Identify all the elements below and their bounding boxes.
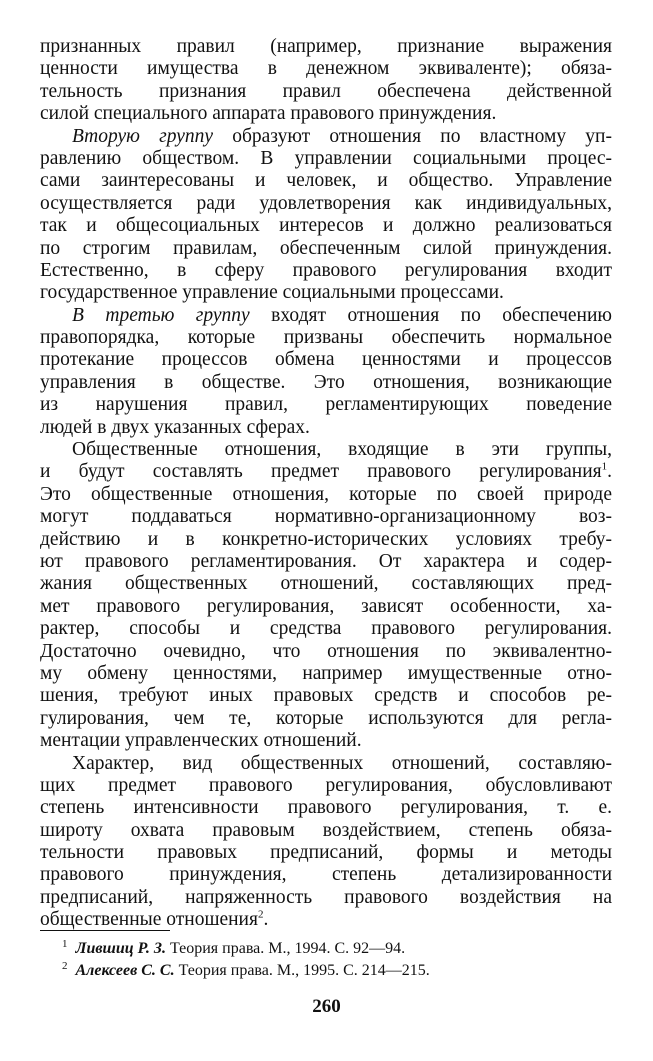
footnote bbox=[62, 938, 622, 960]
text-line bbox=[40, 215, 612, 237]
text-line bbox=[40, 372, 612, 394]
text-line bbox=[40, 238, 612, 260]
line-text: осуществляется ради удовлетворения как индивидуальных, bbox=[40, 192, 612, 214]
text-line bbox=[40, 58, 612, 80]
text-line bbox=[40, 260, 612, 282]
line-text: людей в двух указанных сферах. bbox=[40, 416, 310, 438]
italic-phrase: Вторую группу bbox=[72, 125, 213, 147]
footnote-number: 2 bbox=[62, 959, 68, 972]
text-line bbox=[40, 103, 612, 125]
text-line bbox=[40, 663, 612, 685]
text-line bbox=[40, 708, 612, 730]
line-text: щих предмет правового регулирования, обусловливают bbox=[40, 774, 612, 796]
line-text: силой специального аппарата правового принуждения. bbox=[40, 103, 497, 125]
line-text: Общественные отношения, входящие в эти группы, bbox=[72, 439, 612, 461]
line-text: сами заинтересованы и человек, и общество. Управление bbox=[40, 170, 612, 192]
line-text: Достаточно очевидно, что отношения по эквивалентно- bbox=[40, 640, 612, 662]
text-line bbox=[40, 282, 612, 304]
line-text: тельность признания правил обеспечена действенной bbox=[40, 80, 612, 102]
text-line bbox=[40, 685, 612, 707]
text-line bbox=[40, 349, 612, 371]
line-text: по строгим правилам, обеспеченным силой принуждения. bbox=[40, 237, 612, 259]
footnote bbox=[62, 960, 622, 982]
text-line bbox=[40, 148, 612, 170]
italic-phrase: В третью группу bbox=[72, 304, 250, 326]
line-text: тельности правовых предписаний, формы и методы bbox=[40, 842, 612, 864]
paragraph bbox=[40, 753, 612, 932]
text-line bbox=[40, 618, 612, 640]
line-text: признанных правил (например, признание выражения bbox=[40, 36, 612, 57]
text-line bbox=[40, 417, 612, 439]
footnote-divider bbox=[40, 930, 170, 931]
line-text: Естественно, в сферу правового регулирования входит bbox=[40, 259, 612, 281]
footnote-text: Теория права. М., 1994. С. 92—94. bbox=[165, 940, 406, 957]
text-line bbox=[40, 641, 612, 663]
line-text: образуют отношения по властному уп- bbox=[213, 125, 612, 147]
footnote-ref[interactable]: 1 bbox=[601, 460, 608, 473]
line-text: так и общесоциальных интересов и должно реализоваться bbox=[40, 215, 612, 237]
text-line bbox=[40, 864, 612, 886]
text-line bbox=[40, 81, 612, 103]
footnote-author: Лившиц Р. З. bbox=[75, 940, 166, 957]
text-line bbox=[40, 506, 612, 528]
footnotes bbox=[62, 938, 622, 982]
footnote-number: 1 bbox=[62, 937, 68, 950]
footnote-text: Теория права. М., 1995. С. 214—215. bbox=[174, 962, 430, 979]
page-body bbox=[40, 36, 612, 932]
text-line bbox=[40, 753, 612, 775]
text-line bbox=[40, 439, 612, 461]
line-text: му обмену ценностями, например имущественные отно- bbox=[40, 662, 612, 684]
line-text: предписаний, напряженность правового воздействия на bbox=[40, 886, 612, 908]
line-text: жания общественных отношений, составляющих пред- bbox=[40, 573, 612, 595]
text-line bbox=[40, 573, 612, 595]
text-line bbox=[40, 394, 612, 416]
text-line bbox=[40, 484, 612, 506]
text-line bbox=[40, 126, 612, 148]
line-text: равлению обществом. В управлении социальными процес- bbox=[40, 147, 612, 169]
text-line bbox=[40, 887, 612, 909]
text-line bbox=[40, 596, 612, 618]
paragraph bbox=[40, 36, 612, 126]
paragraph bbox=[40, 439, 612, 752]
text-line bbox=[40, 170, 612, 192]
line-text: ментации управленческих отношений. bbox=[40, 730, 362, 752]
line-text: ют правового регламентирования. От характера и содер- bbox=[40, 550, 612, 572]
line-text: из нарушения правил, регламентирующих поведение bbox=[40, 394, 612, 416]
text-line bbox=[40, 775, 612, 797]
line-text: входят отношения по обеспечению bbox=[249, 304, 612, 326]
line-text: общественные отношения bbox=[40, 909, 258, 931]
line-text: действию и в конкретно-исторических условиях требу- bbox=[40, 528, 612, 550]
footnote-author: Алексеев С. С. bbox=[75, 962, 175, 979]
line-text: шения, требуют иных правовых средств и способов ре- bbox=[40, 685, 612, 707]
text-line bbox=[40, 193, 612, 215]
line-text: Характер, вид общественных отношений, составляю- bbox=[72, 752, 612, 774]
line-text: Это общественные отношения, которые по своей природе bbox=[40, 483, 612, 505]
text-line bbox=[40, 797, 612, 819]
footnote-ref[interactable]: 2 bbox=[257, 908, 264, 921]
line-text: правового принуждения, степень детализированности bbox=[40, 864, 612, 886]
text-line bbox=[40, 461, 612, 483]
text-line bbox=[40, 730, 612, 752]
line-tail: . bbox=[607, 461, 612, 483]
text-line bbox=[40, 842, 612, 864]
paragraph bbox=[40, 126, 612, 305]
text-line bbox=[40, 909, 612, 931]
line-text: мет правового регулирования, зависят особенности, ха- bbox=[40, 595, 612, 617]
line-text: гулирования, чем те, которые используются для регла- bbox=[40, 707, 612, 729]
text-line bbox=[40, 305, 612, 327]
line-text: протекание процессов обмена ценностями и процессов bbox=[40, 349, 612, 371]
line-text: широту охвата правовым воздействием, степень обяза- bbox=[40, 819, 612, 841]
text-line bbox=[40, 551, 612, 573]
line-text: правопорядка, которые призваны обеспечить нормальное bbox=[40, 327, 612, 349]
line-text: управления в обществе. Это отношения, возникающие bbox=[40, 371, 612, 393]
text-line bbox=[40, 327, 612, 349]
line-text: рактер, способы и средства правового регулирования. bbox=[40, 618, 612, 640]
text-line bbox=[40, 529, 612, 551]
line-text: ценности имущества в денежном эквиваленте); обяза- bbox=[40, 58, 612, 80]
text-line bbox=[40, 820, 612, 842]
line-text: государственное управление социальными процессами. bbox=[40, 282, 504, 304]
paragraph bbox=[40, 305, 612, 439]
page-number: 260 bbox=[312, 996, 341, 1017]
line-tail: . bbox=[263, 909, 269, 931]
text-line bbox=[40, 36, 612, 58]
line-text: степень интенсивности правового регулирования, т. е. bbox=[40, 797, 612, 819]
line-text: могут поддаваться нормативно-организационному воз- bbox=[40, 506, 612, 528]
line-text: и будут составлять предмет правового регулирования bbox=[40, 461, 602, 483]
